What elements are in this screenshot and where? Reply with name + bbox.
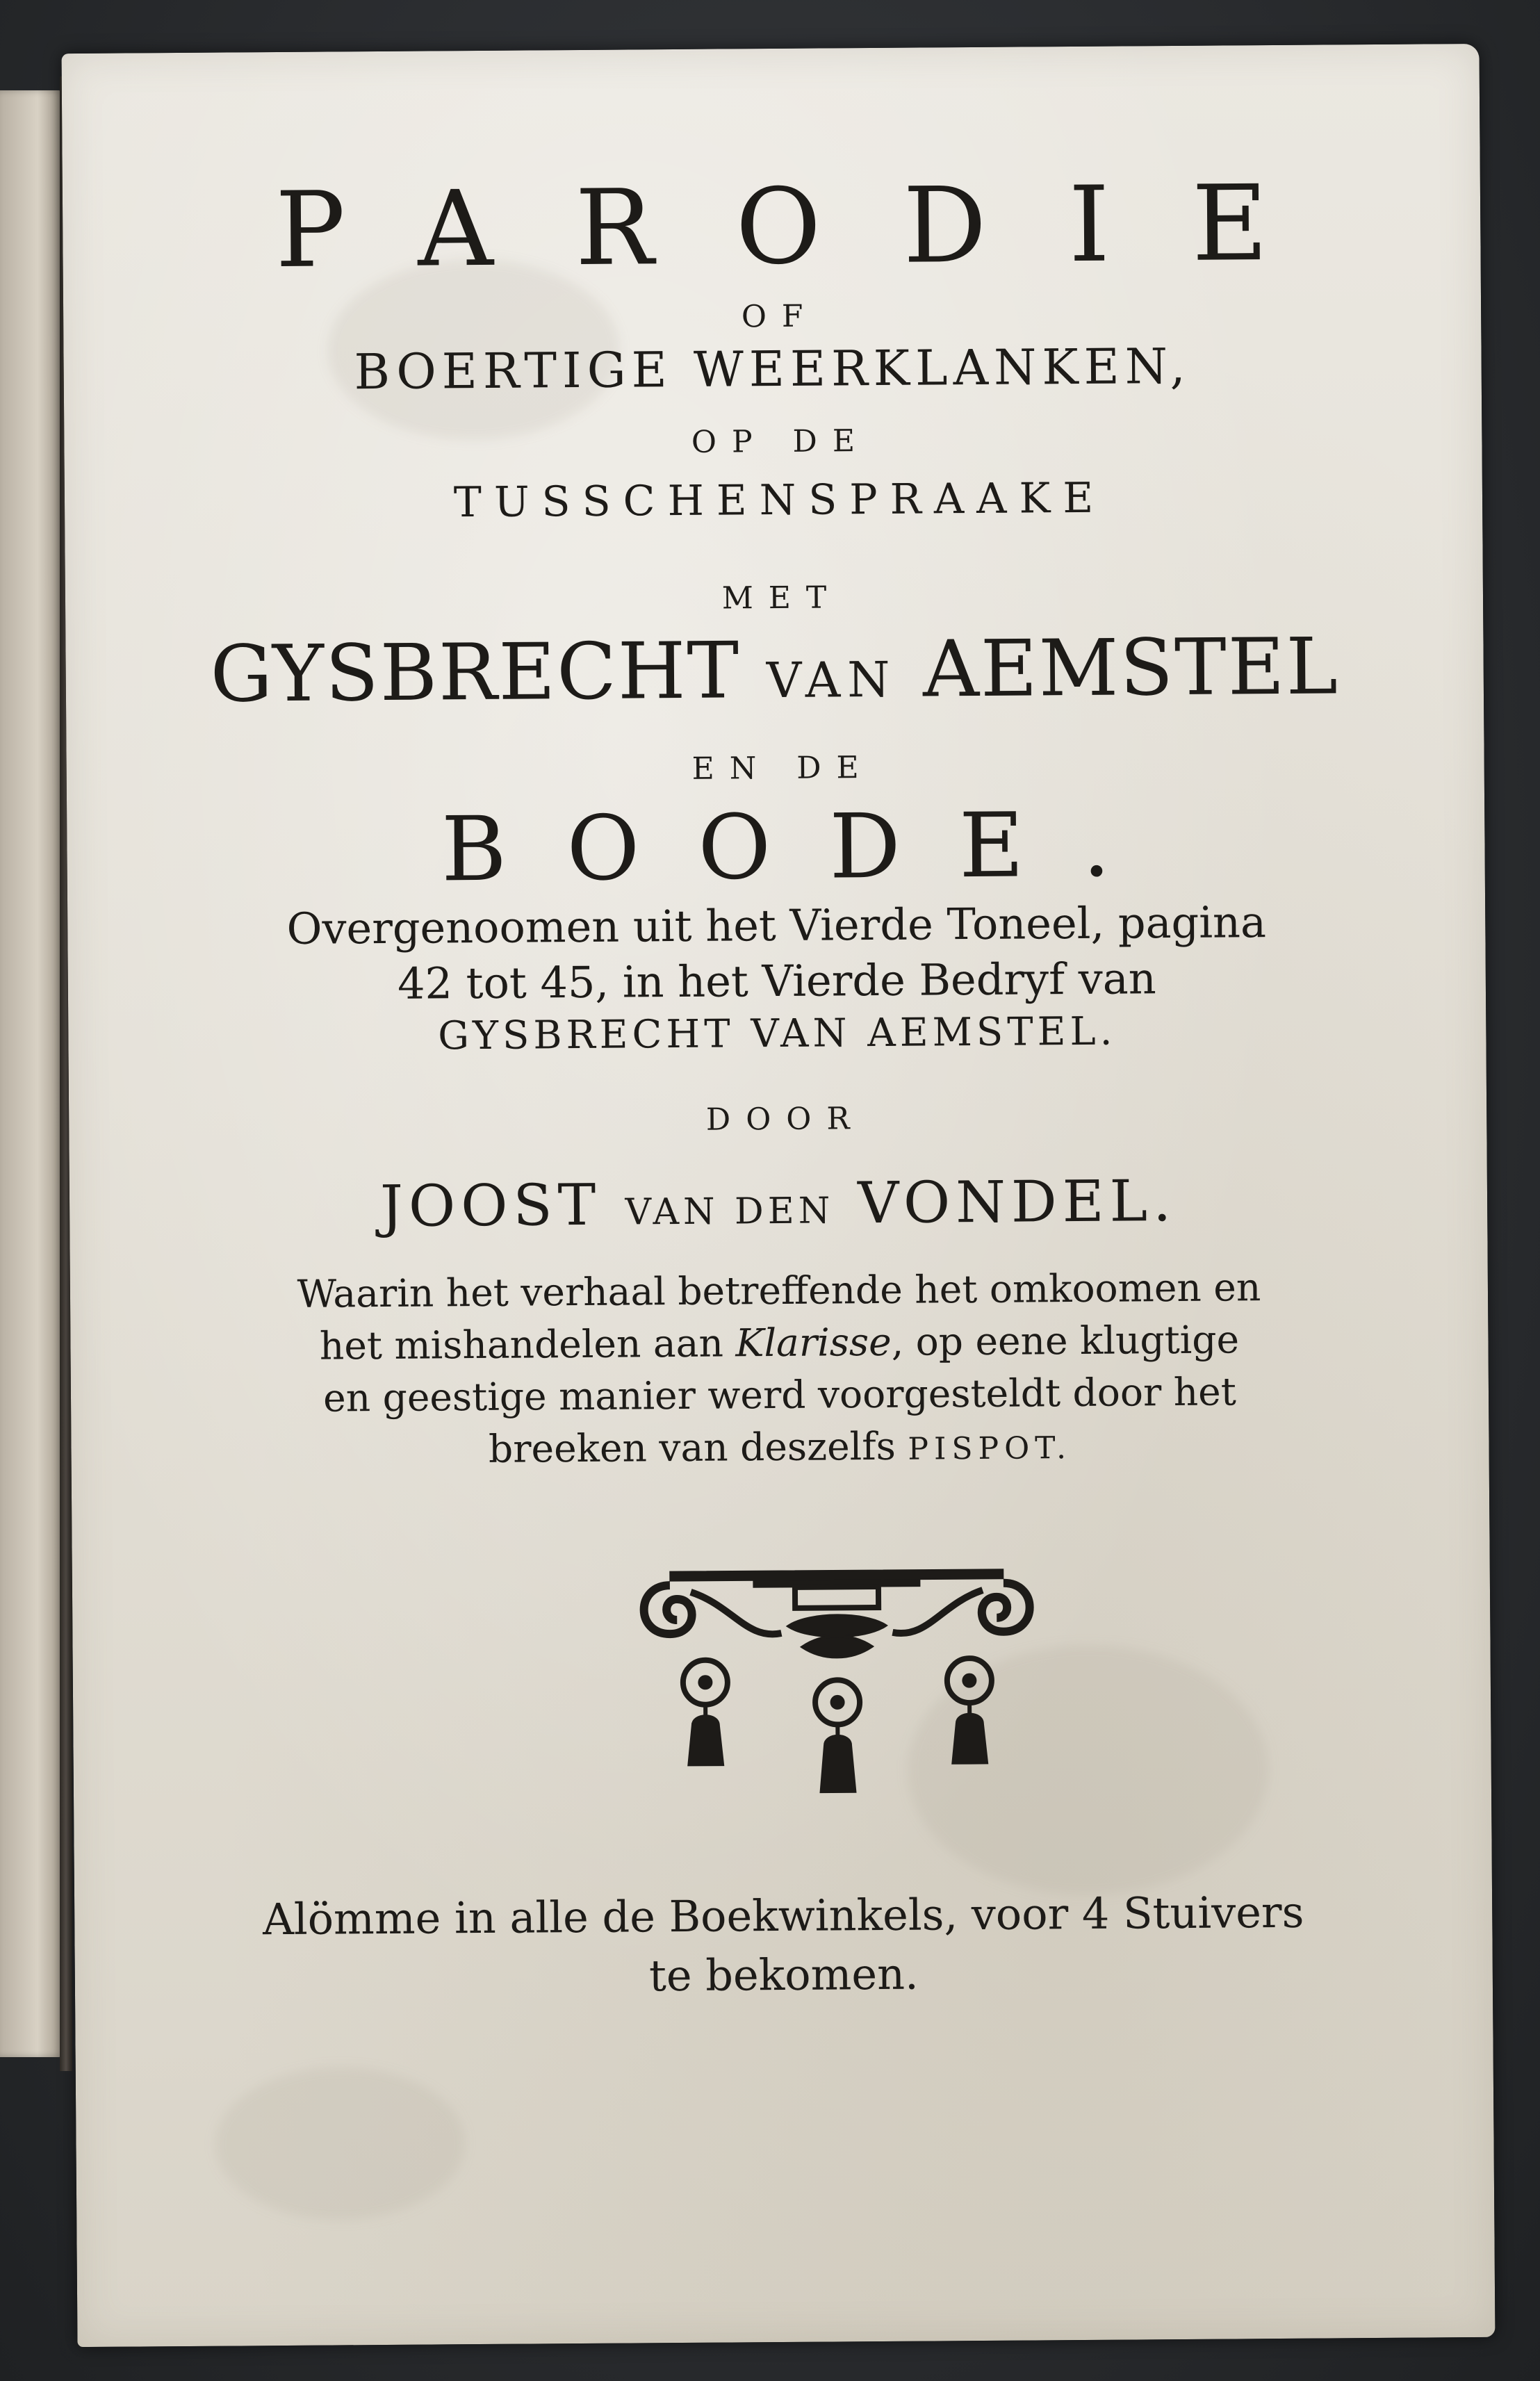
description-line-2-start: het mishandelen aan: [319, 1320, 736, 1368]
facing-page-edge: [0, 90, 63, 2057]
source-line-2: 42 tot 45, in het Vierde Bedryf van: [397, 953, 1156, 1009]
source-line-1: Overgenoomen uit het Vierde Toneel, pagina: [286, 897, 1267, 954]
aemstel-word: AEMSTEL: [922, 621, 1340, 715]
author-last: VONDEL.: [857, 1168, 1177, 1237]
boode-heading: BOODE.: [441, 793, 1170, 902]
connector-en-de: EN DE: [691, 750, 874, 787]
author-first: JOOST: [379, 1172, 602, 1240]
gysbrecht-heading: [65, 621, 1484, 721]
imprint-line-1: Alömme in alle de Boekwinkels, voor 4 Stuivers: [262, 1886, 1304, 1945]
author-line: [69, 1166, 1488, 1242]
connector-op-de: OP DE: [691, 423, 871, 460]
connector-of: OF: [741, 298, 819, 335]
title-page: [62, 44, 1496, 2347]
description-line-4: [71, 1420, 1489, 1474]
gysbrecht-word: GYSBRECHT: [210, 625, 741, 720]
description-line-2: [70, 1316, 1488, 1370]
source-line-3: GYSBRECHT VAN AEMSTEL.: [438, 1008, 1117, 1059]
description-line-1: Waarin het verhaal betreffende het omkoomen en: [297, 1265, 1261, 1316]
klarisse-name: Klarisse: [735, 1319, 892, 1366]
subtitle: BOERTIGE WEERKLANKEN,: [354, 337, 1192, 401]
author-particle: VAN DEN: [625, 1190, 835, 1234]
main-title: PARODIE: [275, 163, 1351, 292]
connector-met: MET: [721, 580, 842, 616]
title-page-text: [62, 44, 1496, 2347]
pispot-word: PISPOT.: [908, 1430, 1072, 1467]
connector-door: DOOR: [705, 1101, 865, 1138]
description-line-3: en geestige manier werd voorgesteldt door het: [322, 1369, 1237, 1421]
description-line-2-end: , op eene klugtige: [891, 1317, 1240, 1364]
imprint-line-2: te bekomen.: [648, 1948, 919, 2002]
tusschenspraake-line: TUSSCHENSPRAAKE: [453, 473, 1106, 527]
printers-ornament-with-tassels-icon: [628, 1541, 1047, 1822]
description-line-4-start: breeken van deszelfs: [488, 1423, 908, 1471]
van-word: VAN: [766, 651, 897, 710]
